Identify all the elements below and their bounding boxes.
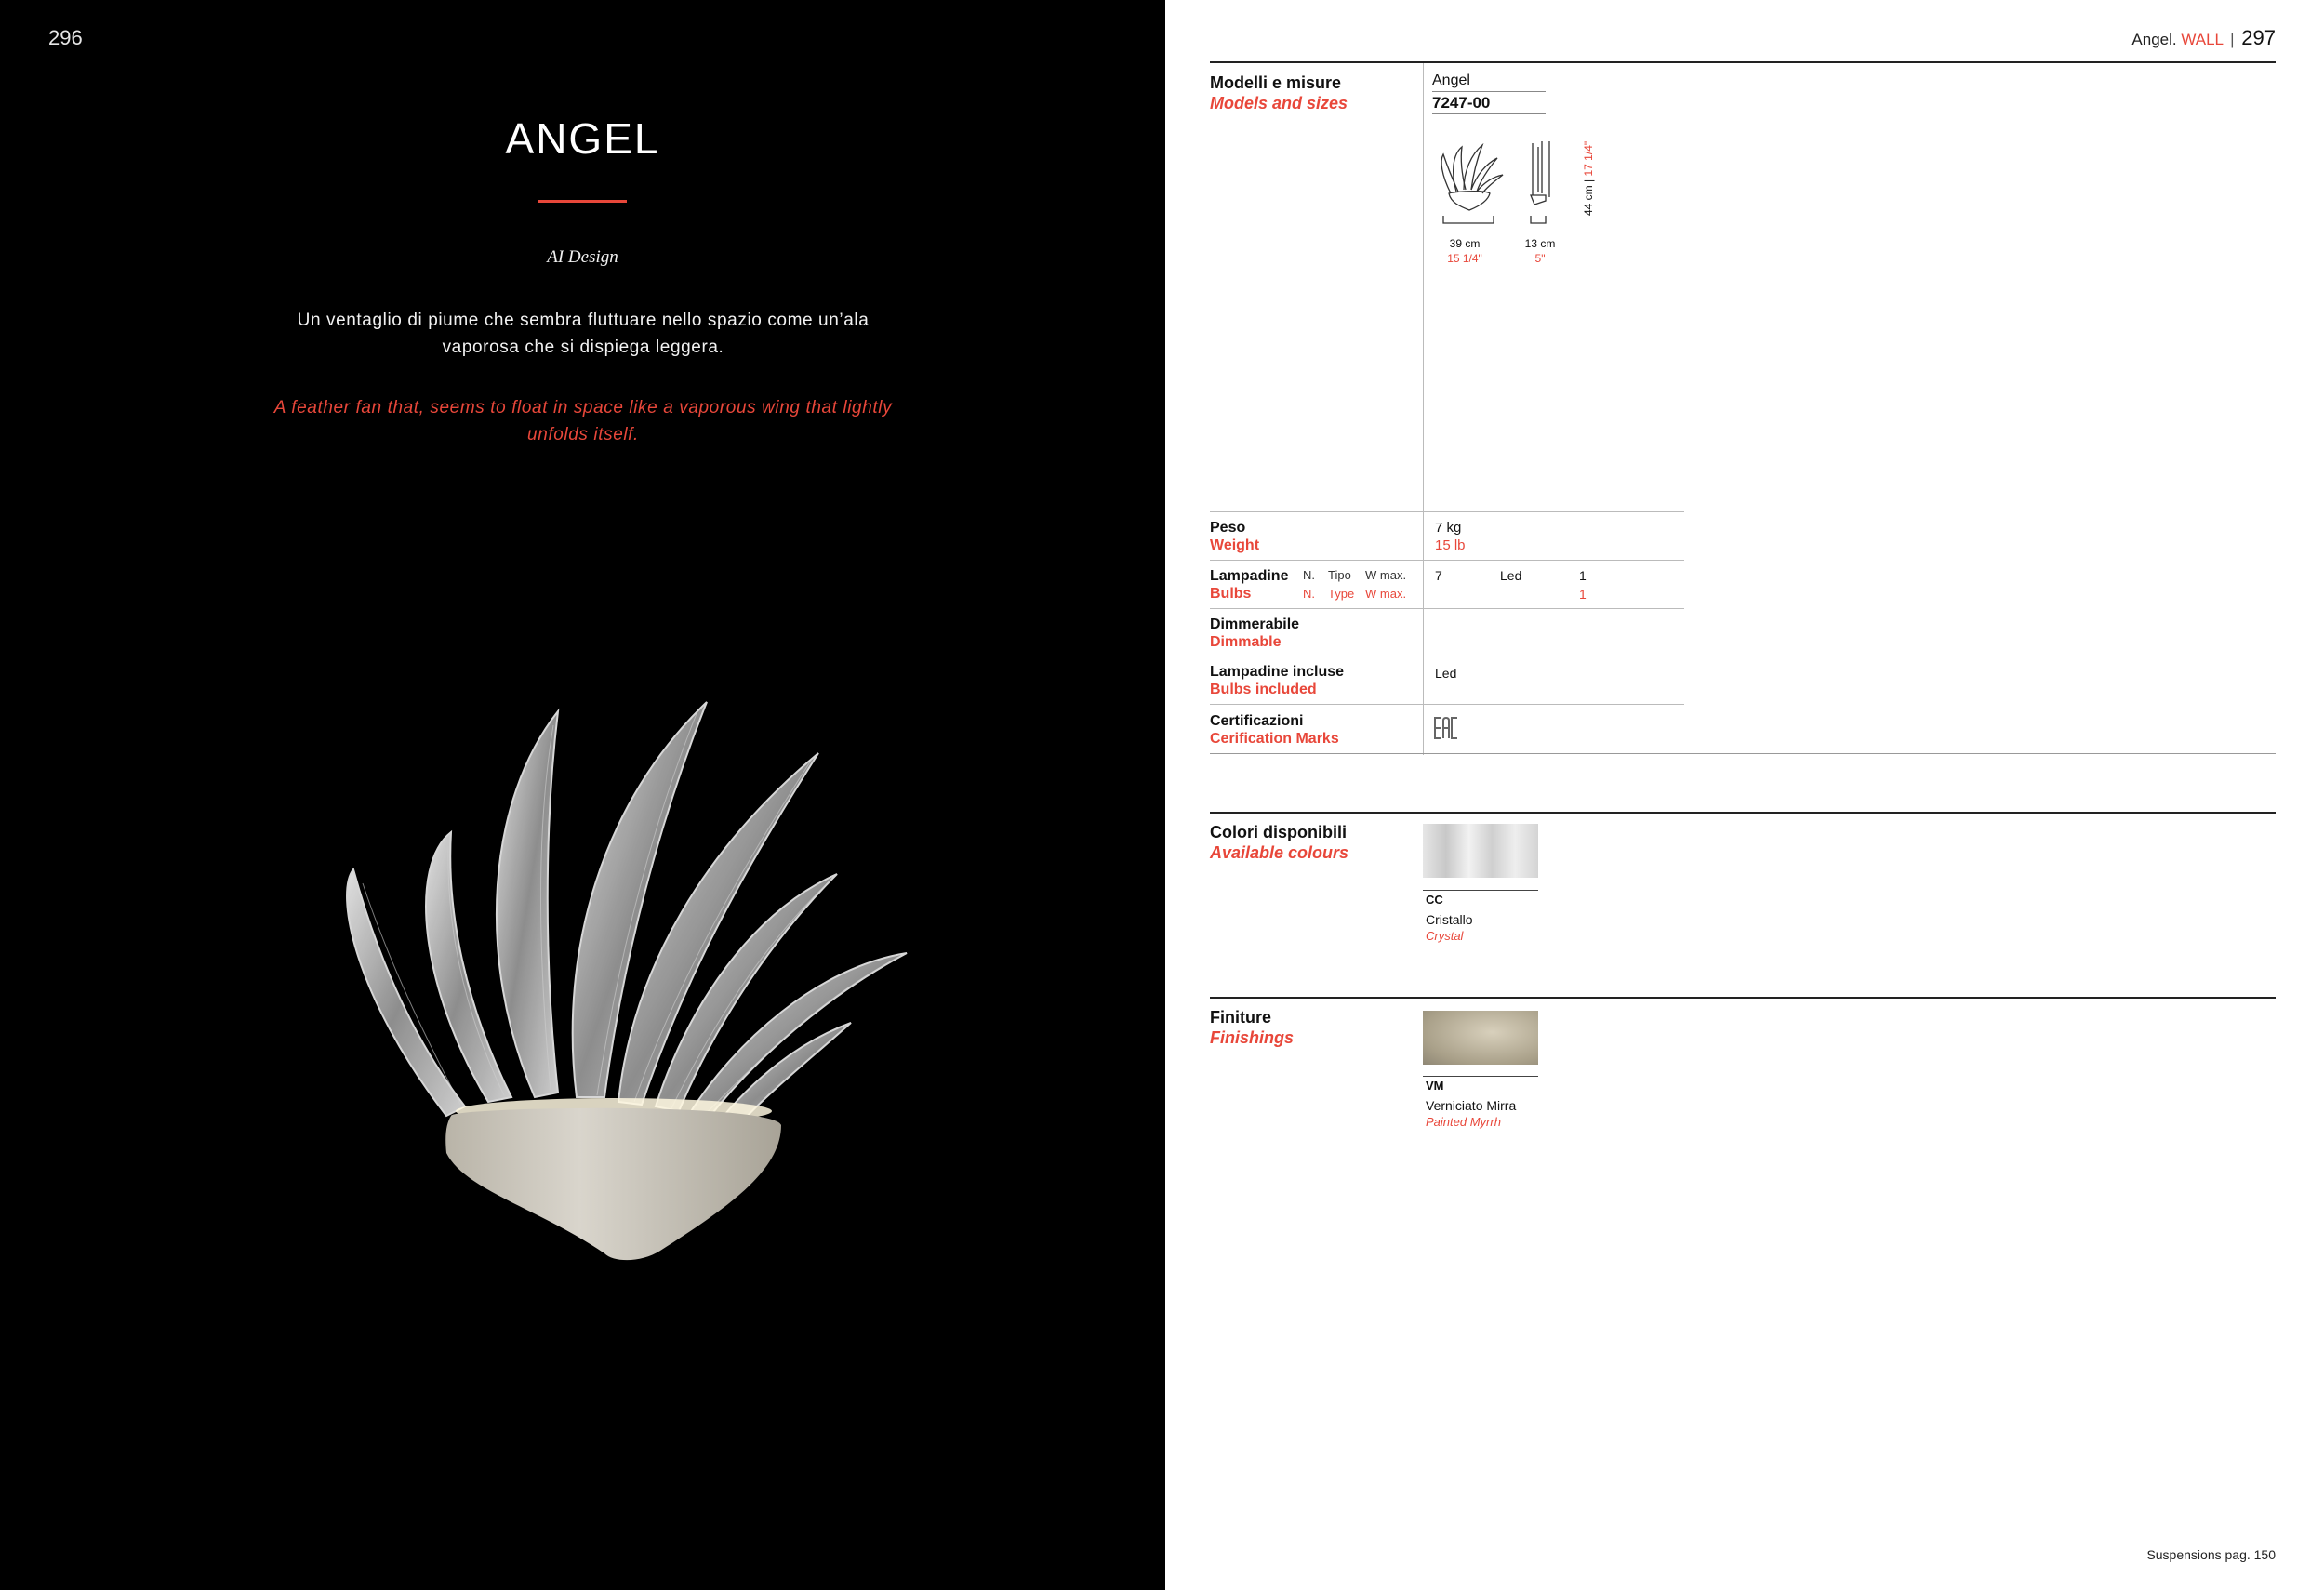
finishing-name-en: Painted Myrrh	[1426, 1115, 1501, 1129]
bulbs-col-wmax: W max.	[1365, 568, 1407, 582]
certifications-label-en: Cerification Marks	[1210, 731, 1339, 747]
bulbs-label-en: Bulbs	[1210, 586, 1252, 602]
bulbs-included-value: Led	[1435, 666, 1457, 681]
bulbs-col-n-en: N.	[1303, 587, 1315, 601]
finishing-code: VM	[1426, 1079, 1444, 1093]
swatch-rule	[1423, 1076, 1538, 1077]
finishings-label-it: Finiture	[1210, 1008, 1271, 1027]
finishings-rule	[1210, 997, 2276, 999]
row-rule	[1210, 560, 1684, 561]
footer-cross-reference: Suspensions pag. 150	[2146, 1547, 2276, 1562]
depth-dimension	[1517, 236, 1563, 266]
height-cm: 44 cm	[1582, 185, 1595, 216]
row-rule	[1210, 511, 1684, 512]
dimmable-label-it: Dimmerabile	[1210, 616, 1300, 632]
header-product: Angel.	[2131, 31, 2177, 48]
eac-mark-icon	[1433, 715, 1459, 741]
bulbs-included-label-it: Lampadine incluse	[1210, 664, 1345, 680]
bulbs-col-wmax-en: W max.	[1365, 587, 1407, 601]
weight-lb: 15 lb	[1435, 537, 1466, 553]
colours-label	[1210, 822, 1348, 863]
colours-label-en: Available colours	[1210, 843, 1349, 862]
right-page	[1165, 0, 2324, 1590]
colour-name-it: Cristallo	[1426, 912, 1473, 927]
colour-code: CC	[1426, 893, 1443, 907]
bulbs-wmax-value: 1	[1579, 568, 1587, 583]
model-rule	[1432, 91, 1546, 92]
swatch-crystal	[1423, 824, 1538, 878]
width-in: 15 1/4"	[1447, 252, 1482, 265]
colour-name	[1426, 912, 1473, 944]
title-rule	[538, 200, 627, 203]
bulbs-included-label-en: Bulbs included	[1210, 682, 1317, 697]
weight-kg: 7 kg	[1435, 520, 1462, 536]
swatch-painted-myrrh	[1423, 1011, 1538, 1065]
dimmable-label	[1210, 616, 1299, 651]
header-separator: |	[2230, 31, 2235, 48]
height-in: 17 1/4"	[1582, 140, 1595, 177]
models-label-en: Models and sizes	[1210, 94, 1348, 113]
depth-in: 5"	[1534, 252, 1546, 265]
certifications-label-it: Certificazioni	[1210, 713, 1304, 729]
bulbs-n-value: 7	[1435, 568, 1442, 583]
finishings-label	[1210, 1007, 1294, 1048]
designer-credit: AI Design	[547, 247, 618, 267]
depth-cm: 13 cm	[1524, 237, 1556, 250]
page-number-left: 296	[48, 26, 83, 49]
model-rule	[1432, 113, 1546, 114]
colour-name-en: Crystal	[1426, 929, 1464, 943]
width-dimension	[1437, 236, 1493, 266]
bulbs-wmax-value-en: 1	[1579, 587, 1587, 602]
product-title: ANGEL	[505, 114, 660, 163]
swatch-rule	[1423, 890, 1538, 891]
top-rule	[1210, 61, 2276, 63]
bulbs-col-type-en: Type	[1328, 587, 1355, 601]
weight-value	[1435, 519, 1466, 554]
dimmable-label-en: Dimmable	[1210, 634, 1282, 650]
running-header	[2131, 26, 2276, 50]
spec-table-bottom-rule	[1210, 753, 2276, 754]
finishing-name	[1426, 1098, 1516, 1130]
models-label	[1210, 73, 1348, 113]
bulbs-col-n: N.	[1303, 568, 1315, 582]
page-number-right: 297	[2241, 26, 2276, 49]
description-english: A feather fan that, seems to float in space like a vaporous wing that lightly unfolds itself.	[273, 398, 893, 444]
header-category: WALL	[2181, 31, 2224, 48]
bulbs-label	[1210, 567, 1288, 603]
bulbs-type-value: Led	[1500, 568, 1522, 583]
spec-column-divider	[1423, 63, 1424, 755]
finishing-name-it: Verniciato Mirra	[1426, 1098, 1517, 1113]
bulbs-included-label	[1210, 663, 1344, 698]
weight-label-it: Peso	[1210, 520, 1246, 536]
models-label-it: Modelli e misure	[1210, 73, 1342, 92]
description-italian: Un ventaglio di piume che sembra fluttuare nello spazio come un’ala vaporosa che si dispiega leggera.	[297, 311, 870, 357]
height-separator: |	[1582, 179, 1595, 182]
weight-label-en: Weight	[1210, 537, 1260, 553]
colours-rule	[1210, 812, 2276, 814]
width-cm: 39 cm	[1449, 237, 1481, 250]
row-rule	[1210, 704, 1684, 705]
front-view-drawing-icon	[1434, 138, 1518, 231]
bulbs-col-type: Tipo	[1328, 568, 1351, 582]
model-name: Angel	[1432, 73, 1470, 88]
angel-lamp-image	[335, 688, 930, 1292]
colours-label-it: Colori disponibili	[1210, 823, 1347, 841]
row-rule	[1210, 608, 1684, 609]
bulbs-label-it: Lampadine	[1210, 568, 1289, 584]
weight-label	[1210, 519, 1259, 554]
finishings-label-en: Finishings	[1210, 1028, 1294, 1047]
model-code: 7247-00	[1432, 94, 1491, 112]
certifications-label	[1210, 712, 1339, 748]
height-dimension	[1582, 141, 1595, 216]
